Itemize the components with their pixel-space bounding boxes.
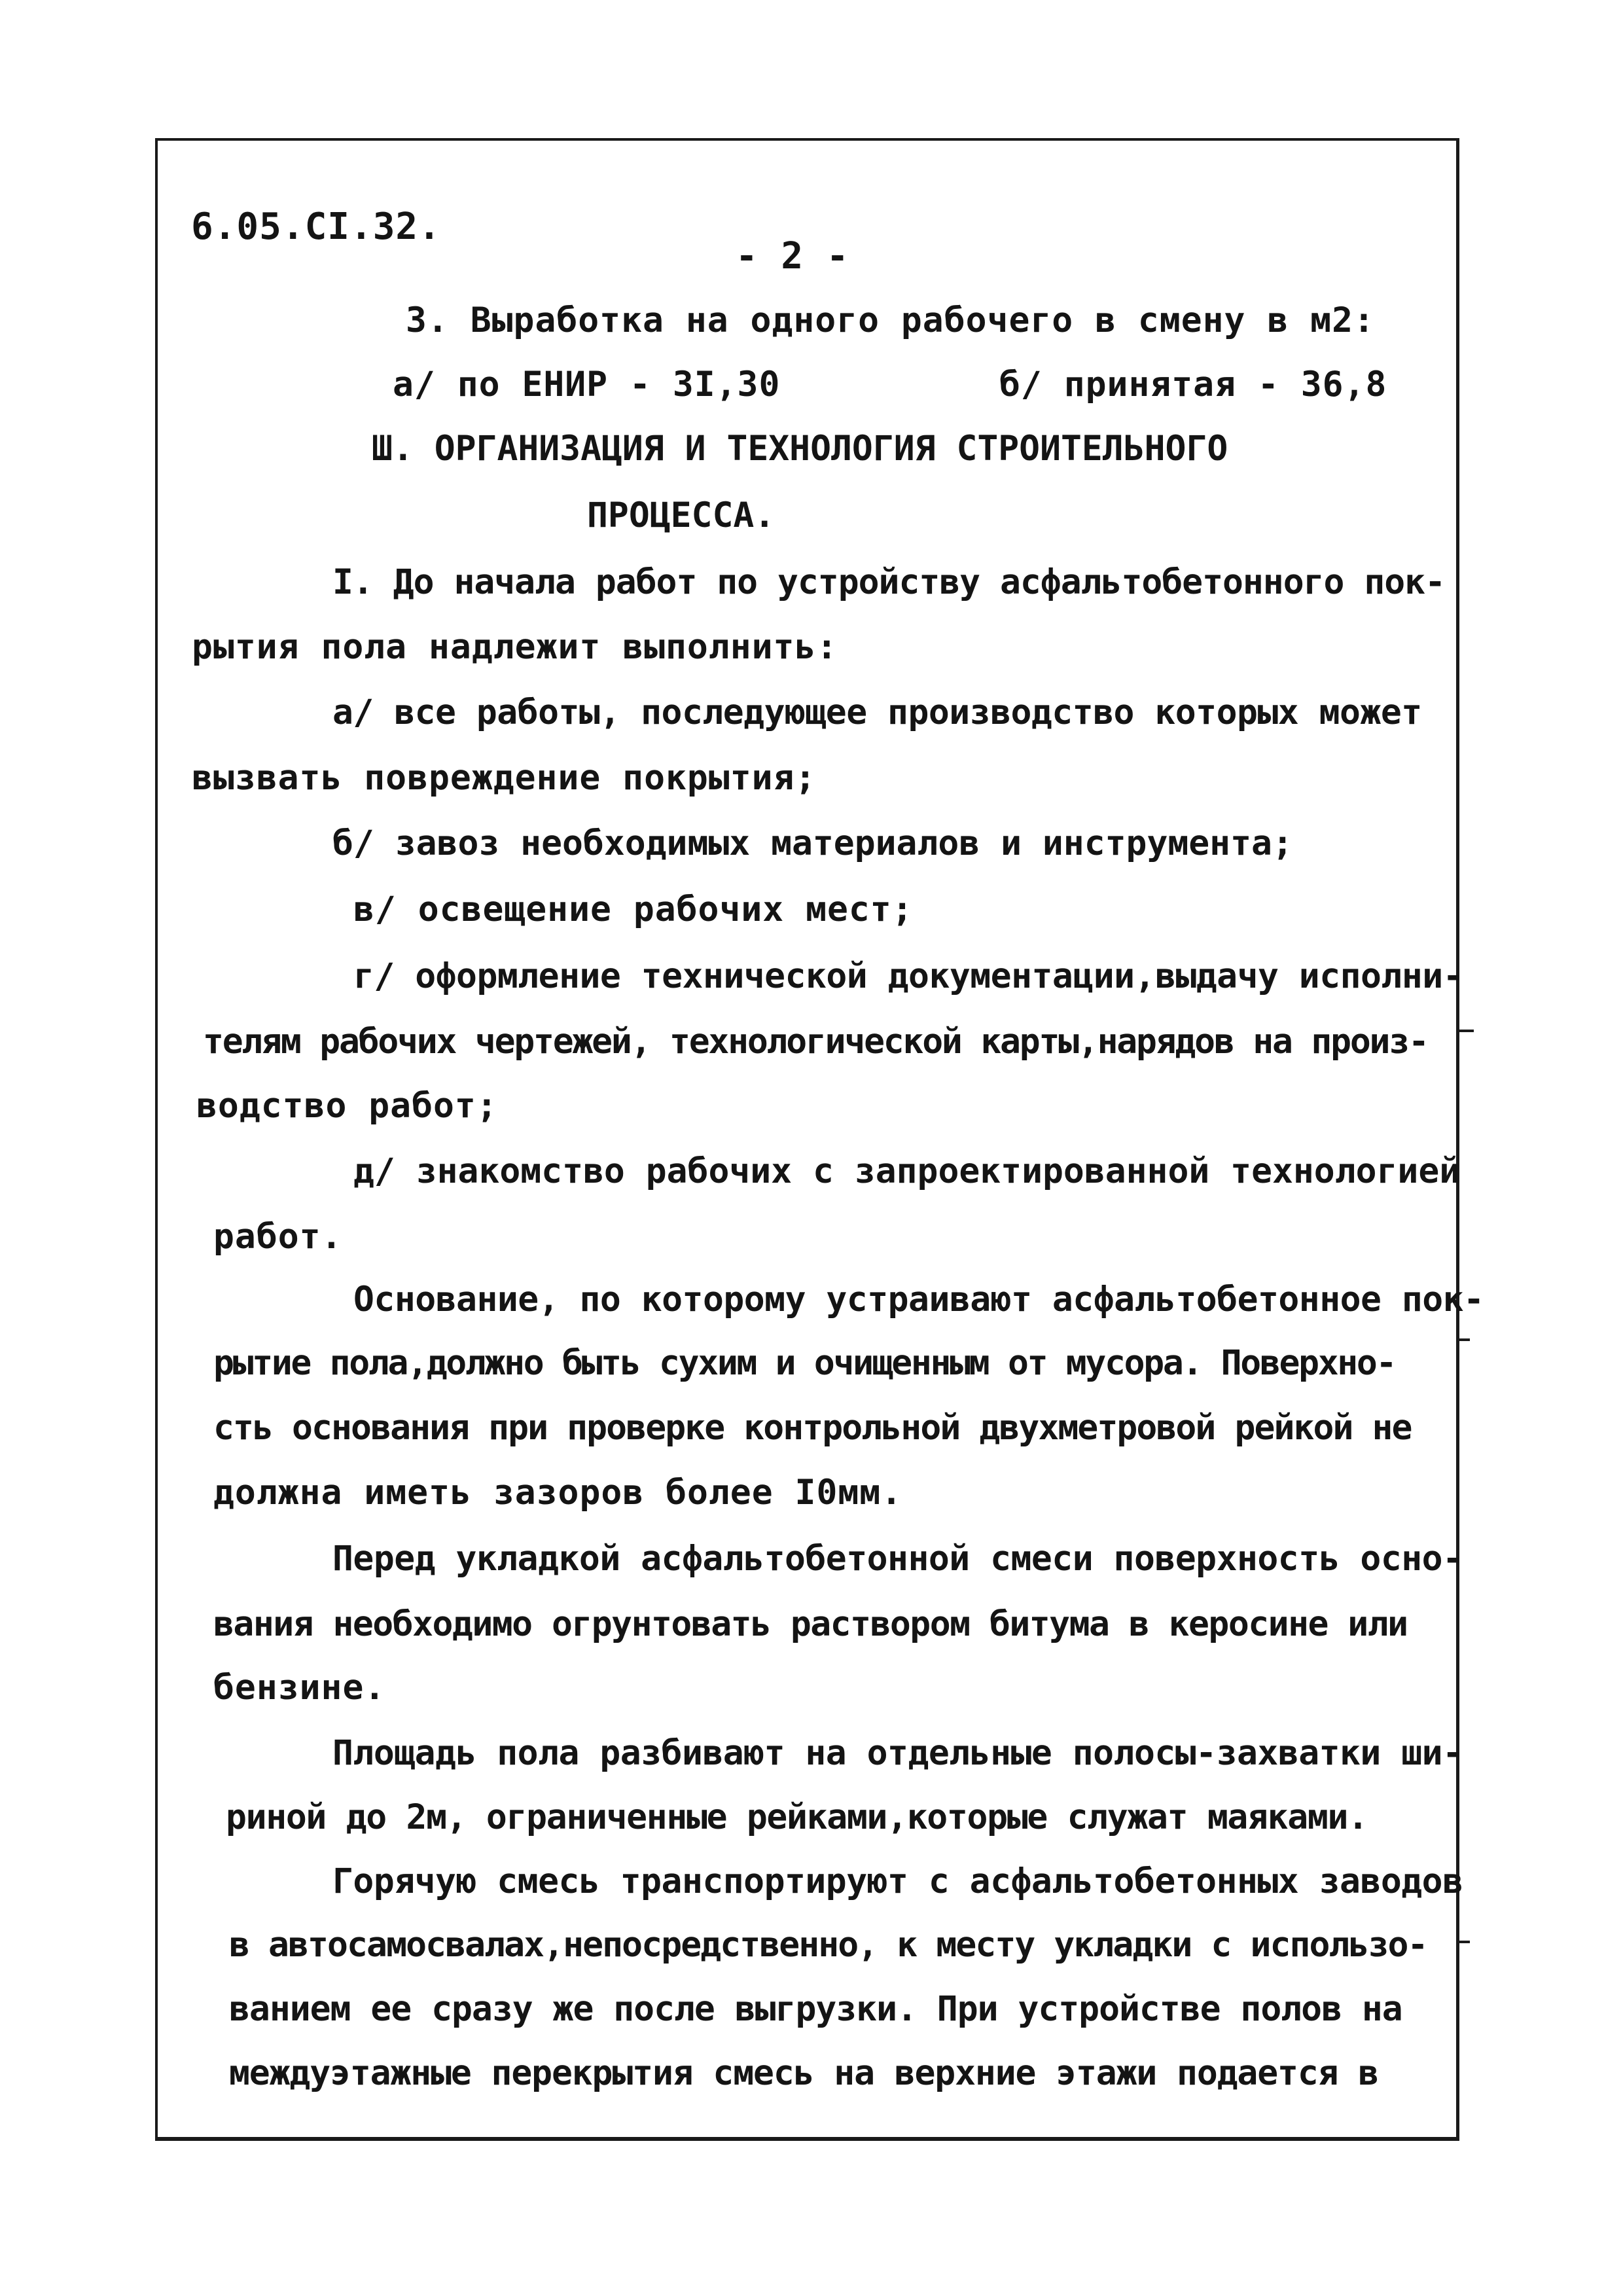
text-line: г/ оформление технической документации,выдачу исполни- (353, 956, 1464, 996)
text-line: Основание, по которому устраивают асфальтобетонное пок- (353, 1280, 1484, 1319)
margin-tick-mark (1458, 1941, 1470, 1943)
text-line: междуэтажные перекрытия смесь на верхние этажи подается в (229, 2053, 1379, 2093)
text-line: сть основания при проверке контрольной двухметровой рейкой не (213, 1408, 1412, 1448)
text-line: а/ все работы, последующее производство которых может (332, 692, 1422, 732)
text-line: бензине. (213, 1668, 386, 1708)
text-line: Перед укладкой асфальтобетонной смеси поверхность осно- (332, 1539, 1463, 1579)
text-line: в/ освещение рабочих мест; (353, 889, 914, 929)
text-line: д/ знакомство рабочих с запроектированной технологией (353, 1151, 1461, 1191)
text-line: Площадь пола разбивают на отдельные полосы-захватки ши- (332, 1733, 1463, 1773)
text-line: Горячую смесь транспортируют с асфальтобетонных заводов (332, 1861, 1463, 1901)
text-line: вания необходимо огрунтовать раствором битума в керосине или (213, 1604, 1408, 1644)
text-line: б/ завоз необходимых материалов и инструмента; (332, 823, 1293, 863)
text-line: водство работ; (196, 1086, 498, 1126)
text-line: ванием ее сразу же после выгрузки. При устройстве полов на (229, 1989, 1402, 2029)
text-line: рытия пола надлежит выполнить: (192, 627, 838, 667)
margin-tick-mark (1458, 1338, 1470, 1341)
text-line: вызвать повреждение покрытия; (192, 758, 817, 798)
text-line: рытие пола,должно быть сухим и очищенным от мусора. Поверхно- (213, 1343, 1396, 1383)
text-line: I. До начала работ по устройству асфальтобетонного пок- (332, 562, 1445, 602)
text-line: телям рабочих чертежей, технологической карты,нарядов на произ- (203, 1022, 1428, 1062)
text-line: в автосамосвалах,непосредственно, к месту укладки с использо- (229, 1925, 1427, 1965)
text-line: 3. Выработка на одного рабочего в смену в м2: (406, 300, 1375, 340)
text-line: б/ принятая - 36,8 (999, 365, 1387, 404)
section-heading: Ш. ОРГАНИЗАЦИЯ И ТЕХНОЛОГИЯ СТРОИТЕЛЬНОГО (372, 429, 1228, 469)
page-number: - 2 - (736, 235, 849, 278)
document-code: 6.05.CI.32. (191, 206, 441, 248)
text-line: работ. (213, 1217, 343, 1257)
text-line: риной до 2м, ограниченные рейками,которые служат маяками. (226, 1797, 1368, 1837)
margin-tick-mark (1458, 1030, 1474, 1032)
text-line: а/ по ЕНИР - 3I,30 (393, 365, 781, 404)
section-heading: ПРОЦЕССА. (587, 495, 776, 535)
text-line: должна иметь зазоров более I0мм. (213, 1473, 903, 1513)
